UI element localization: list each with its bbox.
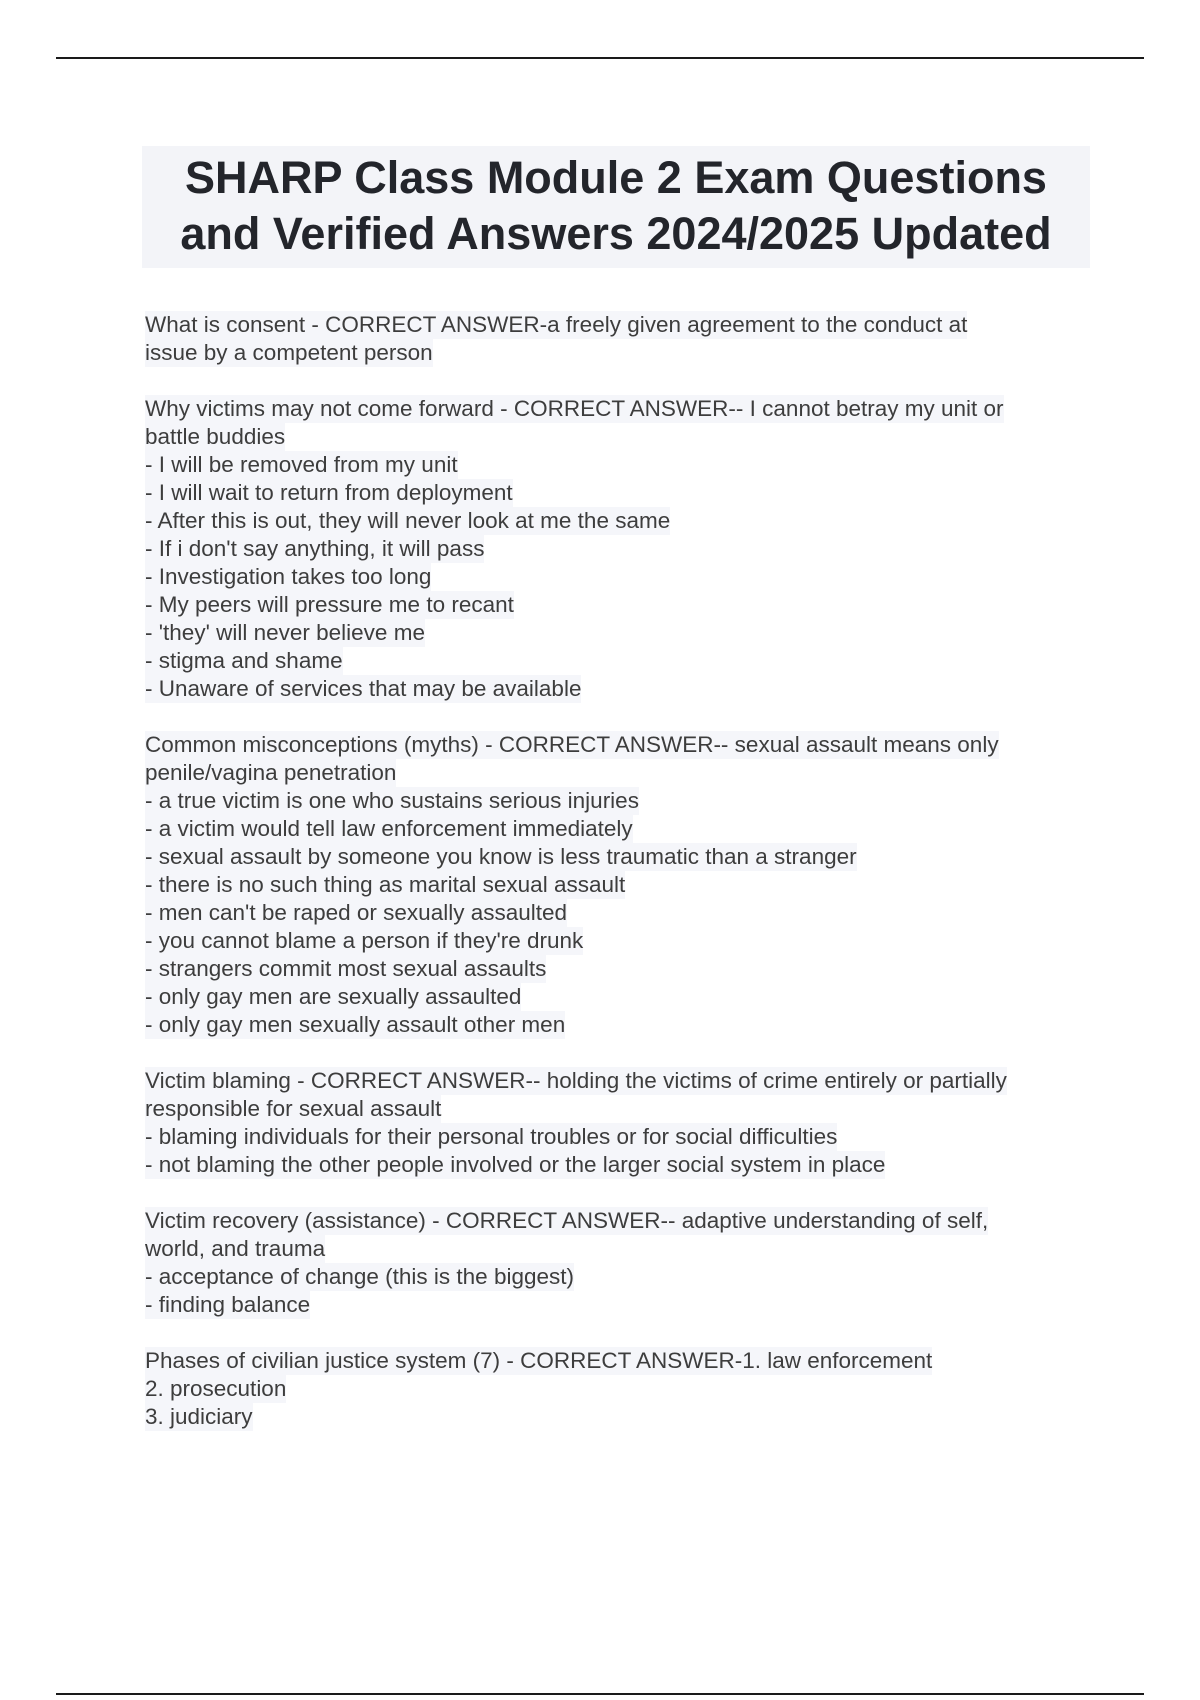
question-line: Victim recovery (assistance) - CORRECT ANSWER-- adaptive understanding of self, [145,1208,989,1233]
answer-line: - there is no such thing as marital sexual assault [145,872,626,897]
answer-line: - I will be removed from my unit [145,452,458,477]
qa-block-misconceptions [145,731,1085,1039]
qa-content [145,311,1085,1459]
top-divider [56,57,1144,59]
answer-line: - Unaware of services that may be available [145,676,582,701]
question-line: Victim blaming - CORRECT ANSWER-- holding the victims of crime entirely or partially [145,1068,1007,1093]
answer-line: issue by a competent person [145,340,433,365]
answer-line: - you cannot blame a person if they're drunk [145,928,584,953]
question-line: Why victims may not come forward - CORRECT ANSWER-- I cannot betray my unit or [145,396,1004,421]
question-line: What is consent - CORRECT ANSWER-a freely given agreement to the conduct at [145,312,968,337]
bottom-divider [56,1693,1144,1695]
answer-line: - finding balance [145,1292,311,1317]
answer-line: - 'they' will never believe me [145,620,425,645]
answer-line: - acceptance of change (this is the biggest) [145,1264,574,1289]
answer-line: - Investigation takes too long [145,564,432,589]
answer-line: - After this is out, they will never look at me the same [145,508,671,533]
qa-block-victim-recovery [145,1207,1085,1319]
answer-line: - only gay men sexually assault other men [145,1012,566,1037]
qa-block-victims-not-come-forward [145,395,1085,703]
answer-line: 3. judiciary [145,1404,253,1429]
answer-line: - men can't be raped or sexually assaulted [145,900,568,925]
question-line: Common misconceptions (myths) - CORRECT ANSWER-- sexual assault means only [145,732,999,757]
answer-line: - not blaming the other people involved or the larger social system in place [145,1152,886,1177]
answer-line: 2. prosecution [145,1376,287,1401]
answer-line: - My peers will pressure me to recant [145,592,514,617]
qa-block-civilian-justice-phases [145,1347,1085,1431]
title-line-1: SHARP Class Module 2 Exam Questions [185,152,1047,203]
document-title [142,150,1090,262]
answer-line: - blaming individuals for their personal troubles or for social difficulties [145,1124,838,1149]
answer-line: responsible for sexual assault [145,1096,442,1121]
answer-line: - I will wait to return from deployment [145,480,513,505]
answer-line: - If i don't say anything, it will pass [145,536,485,561]
answer-line: - sexual assault by someone you know is less traumatic than a stranger [145,844,857,869]
title-line-2: and Verified Answers 2024/2025 Updated [180,208,1052,259]
answer-line: - strangers commit most sexual assaults [145,956,547,981]
answer-line: world, and trauma [145,1236,326,1261]
answer-line: - stigma and shame [145,648,343,673]
qa-block-consent [145,311,1085,367]
title-block [142,146,1090,268]
question-line: Phases of civilian justice system (7) - CORRECT ANSWER-1. law enforcement [145,1348,933,1373]
answer-line: battle buddies [145,424,286,449]
answer-line: - only gay men are sexually assaulted [145,984,522,1009]
answer-line: - a victim would tell law enforcement immediately [145,816,633,841]
answer-line: penile/vagina penetration [145,760,397,785]
qa-block-victim-blaming [145,1067,1085,1179]
answer-line: - a true victim is one who sustains serious injuries [145,788,639,813]
